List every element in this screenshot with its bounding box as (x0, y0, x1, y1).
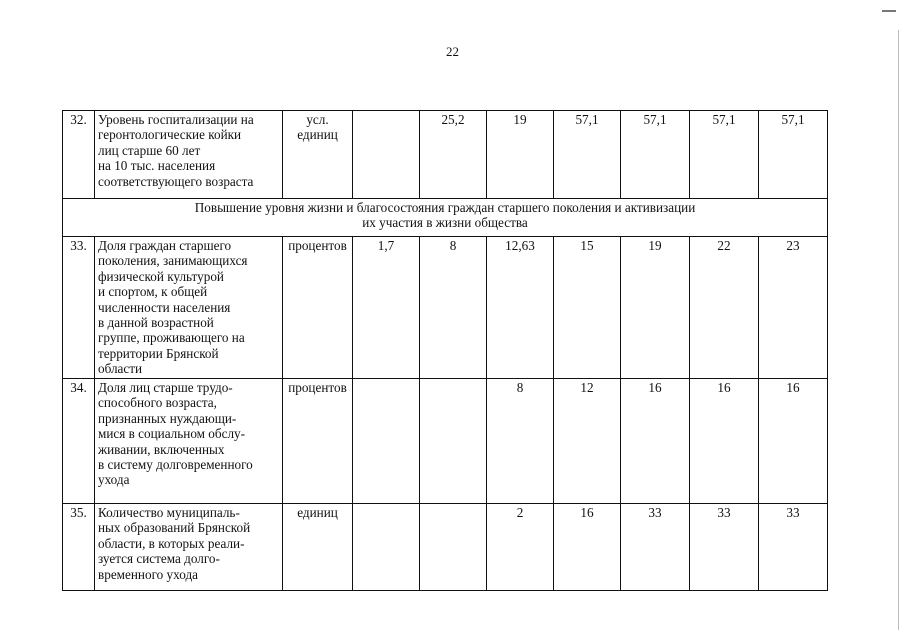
value-cell: 57,1 (690, 111, 759, 199)
value-cell: 23 (759, 237, 828, 379)
section-title (63, 199, 828, 237)
value-cell: 33 (759, 504, 828, 591)
unit-line: усл. (306, 112, 329, 127)
value-cell: 1,7 (353, 237, 420, 379)
section-header-row (63, 199, 828, 237)
unit-line: процентов (288, 238, 347, 253)
indicator-name-line: Доля лиц старше трудо- (98, 380, 233, 395)
value-cell: 8 (487, 379, 554, 504)
row-number: 32. (63, 111, 95, 199)
value-cell: 19 (621, 237, 690, 379)
value-cell: 16 (621, 379, 690, 504)
indicator-name-line: в данной возрастной (98, 315, 214, 331)
value-cell: 15 (554, 237, 621, 379)
indicator-name-line: Количество муниципаль- (98, 505, 240, 520)
indicator-name-line: зуется система долго- (98, 551, 220, 567)
indicator-name-line: лиц старше 60 лет (98, 142, 201, 158)
value-cell: 57,1 (554, 111, 621, 199)
indicator-name-line: численности населения (98, 299, 231, 315)
indicator-name-line: области (98, 361, 143, 377)
value-cell: 2 (487, 504, 554, 591)
indicator-name-line: геронтологические койки (98, 127, 242, 143)
indicator-name-line: способного возраста, (98, 395, 217, 411)
indicator-name (95, 237, 283, 379)
indicator-name-line: мися в социальном обслу- (98, 426, 246, 442)
indicator-name-line: живании, включенных (98, 441, 225, 457)
unit-of-measure (283, 504, 353, 591)
value-cell: 8 (420, 237, 487, 379)
unit-of-measure (283, 379, 353, 504)
unit-line: единиц (297, 127, 338, 143)
indicator-name (95, 379, 283, 504)
indicator-name-line: ных образований Брянской (98, 520, 251, 536)
indicator-name-line: области, в которых реали- (98, 535, 245, 551)
indicator-name-line: Доля граждан старшего (98, 238, 232, 253)
value-cell (353, 111, 420, 199)
table-body (63, 111, 828, 591)
value-cell (353, 504, 420, 591)
value-cell: 57,1 (759, 111, 828, 199)
value-cell: 22 (690, 237, 759, 379)
value-cell: 12,63 (487, 237, 554, 379)
indicator-name-line: на 10 тыс. населения (98, 158, 216, 174)
indicator-name-line: временного ухода (98, 566, 199, 582)
section-title-line: Повышение уровня жизни и благосостояния граждан старшего поколения и активизации (194, 200, 696, 215)
value-cell (420, 379, 487, 504)
value-cell: 57,1 (621, 111, 690, 199)
value-cell: 25,2 (420, 111, 487, 199)
indicator-name-line: территории Брянской (98, 345, 219, 361)
value-cell: 33 (690, 504, 759, 591)
indicator-name-line: признанных нуждающи- (98, 410, 237, 426)
value-cell (420, 504, 487, 591)
value-cell: 19 (487, 111, 554, 199)
indicator-name (95, 504, 283, 591)
unit-of-measure (283, 237, 353, 379)
indicator-name-line: группе, проживающего на (98, 330, 245, 346)
indicator-name-line: соответствующего возраста (98, 173, 254, 189)
value-cell: 33 (621, 504, 690, 591)
indicator-name-line: в систему долговременного (98, 457, 253, 473)
indicator-name-line: физической культурой (98, 268, 224, 284)
value-cell: 12 (554, 379, 621, 504)
value-cell: 16 (690, 379, 759, 504)
page-number: 22 (446, 44, 459, 59)
row-number: 34. (63, 379, 95, 504)
indicator-name-line: Уровень госпитализации на (98, 112, 254, 127)
scan-edge-line (898, 30, 899, 630)
unit-line: единиц (297, 505, 338, 520)
table-row (63, 504, 828, 591)
indicators-table (62, 110, 828, 591)
indicator-name-line: ухода (98, 472, 130, 488)
value-cell: 16 (759, 379, 828, 504)
indicator-name-line: поколения, занимающихся (98, 253, 248, 269)
table-row (63, 379, 828, 504)
value-cell (353, 379, 420, 504)
value-cell: 16 (554, 504, 621, 591)
table-row (63, 237, 828, 379)
indicator-name (95, 111, 283, 199)
section-title-line: их участия в жизни общества (362, 215, 528, 231)
row-number: 33. (63, 237, 95, 379)
table-row (63, 111, 828, 199)
indicator-name-line: и спортом, к общей (98, 284, 208, 300)
unit-of-measure (283, 111, 353, 199)
scan-edge-mark (882, 10, 896, 12)
unit-line: процентов (288, 380, 347, 395)
row-number: 35. (63, 504, 95, 591)
